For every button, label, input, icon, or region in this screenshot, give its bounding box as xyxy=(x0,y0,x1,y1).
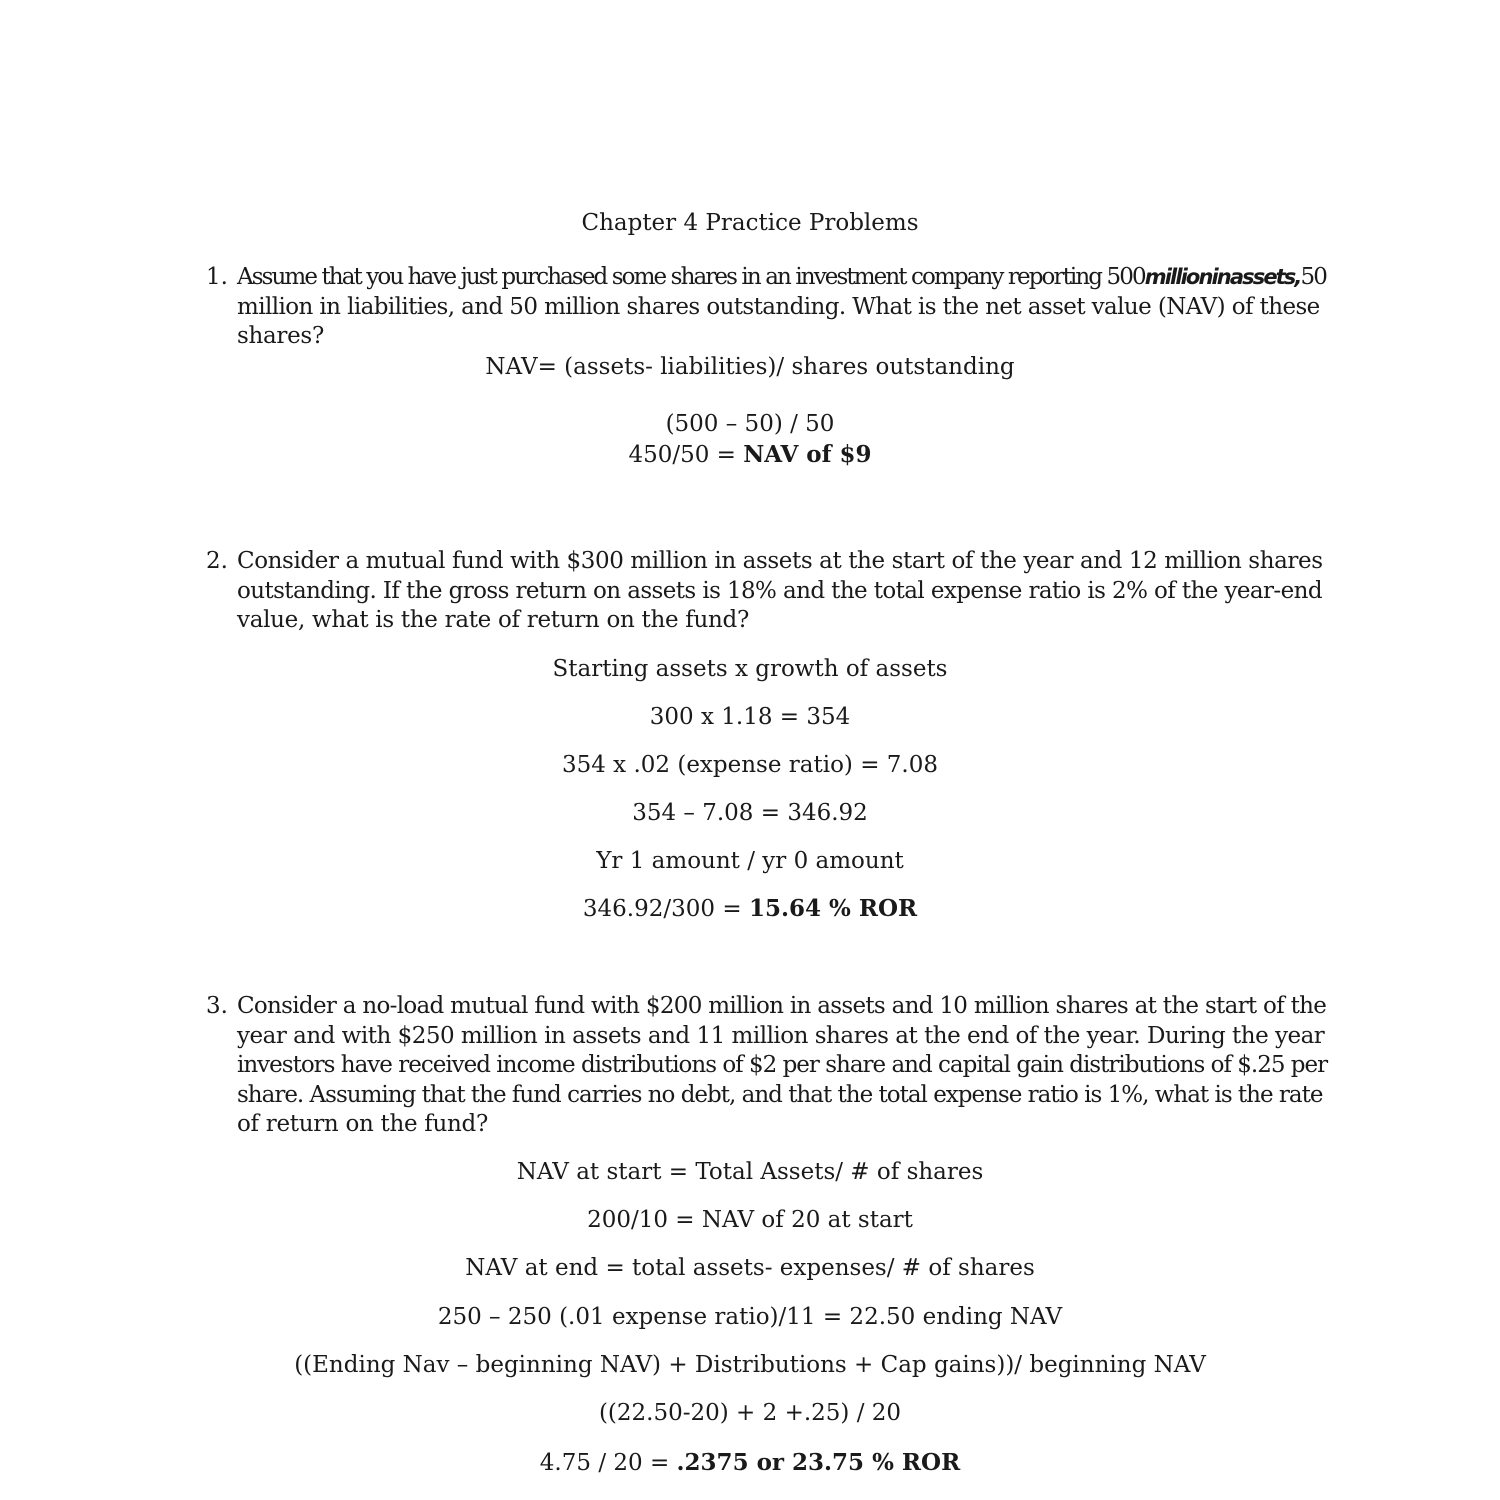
solution-step: 354 x .02 (expense ratio) = 7.08 xyxy=(561,752,939,778)
problem-question xyxy=(237,263,1327,352)
answer-highlight: .2375 or 23.75 % ROR xyxy=(676,1449,961,1476)
solution-step: NAV= (assets- liabilities)/ shares outstanding xyxy=(485,354,1015,380)
page-title: Chapter 4 Practice Problems xyxy=(581,210,919,236)
question-line: Assume that you have just purchased some shares in an investment company reporting 500millioninassets,50 xyxy=(237,264,1326,290)
solution-answer: 346.92/300 = 15.64 % ROR xyxy=(582,895,918,922)
question-line: value, what is the rate of return on the fund? xyxy=(237,607,749,633)
problem-number: 1. xyxy=(206,264,228,290)
solution-step: ((22.50-20) + 2 +.25) / 20 xyxy=(598,1400,902,1426)
solution-step: 200/10 = NAV of 20 at start xyxy=(587,1207,913,1233)
question-italic-fragment: millioninassets, xyxy=(1144,265,1301,289)
question-line: investors have received income distributions of $2 per share and capital gain distributions of $.25 per xyxy=(237,1052,1328,1078)
question-line: share. Assuming that the fund carries no debt, and that the total expense ratio is 1%, what is the rate xyxy=(237,1081,1323,1108)
answer-highlight: 15.64 % ROR xyxy=(748,895,918,922)
solution-step: NAV at end = total assets- expenses/ # of shares xyxy=(465,1255,1035,1281)
question-line: outstanding. If the gross return on assets is 18% and the total expense ratio is 2% of the year-end xyxy=(237,577,1322,604)
question-line: Consider a mutual fund with $300 million in assets at the start of the year and 12 million shares xyxy=(237,548,1323,574)
problem-question xyxy=(237,992,1327,1140)
question-line: shares? xyxy=(237,323,324,349)
solution-answer: 450/50 = NAV of $9 xyxy=(628,441,872,468)
solution-step: 354 – 7.08 = 346.92 xyxy=(632,800,868,826)
solution-step: NAV at start = Total Assets/ # of shares xyxy=(516,1159,984,1185)
solution-step: ((Ending Nav – beginning NAV) + Distributions + Cap gains))/ beginning NAV xyxy=(294,1352,1206,1378)
solution-step: (500 – 50) / 50 xyxy=(665,411,835,437)
problem-question xyxy=(237,547,1327,636)
problem-number: 3. xyxy=(206,993,228,1019)
question-line: million in liabilities, and 50 million shares outstanding. What is the net asset value (NAV) of these xyxy=(237,293,1320,320)
problem-number: 2. xyxy=(206,548,228,574)
solution-answer: 4.75 / 20 = .2375 or 23.75 % ROR xyxy=(539,1449,961,1476)
solution-step: Yr 1 amount / yr 0 amount xyxy=(596,848,904,874)
solution-step: 300 x 1.18 = 354 xyxy=(649,704,851,730)
solution-step: Starting assets x growth of assets xyxy=(552,656,948,682)
question-line: of return on the fund? xyxy=(237,1111,488,1137)
question-line: year and with $250 million in assets and 11 million shares at the end of the year. During the year xyxy=(237,1022,1325,1049)
solution-step: 250 – 250 (.01 expense ratio)/11 = 22.50 ending NAV xyxy=(437,1304,1063,1330)
answer-highlight: NAV of $9 xyxy=(743,441,872,468)
question-line: Consider a no-load mutual fund with $200 million in assets and 10 million shares at the start of the xyxy=(237,993,1327,1019)
